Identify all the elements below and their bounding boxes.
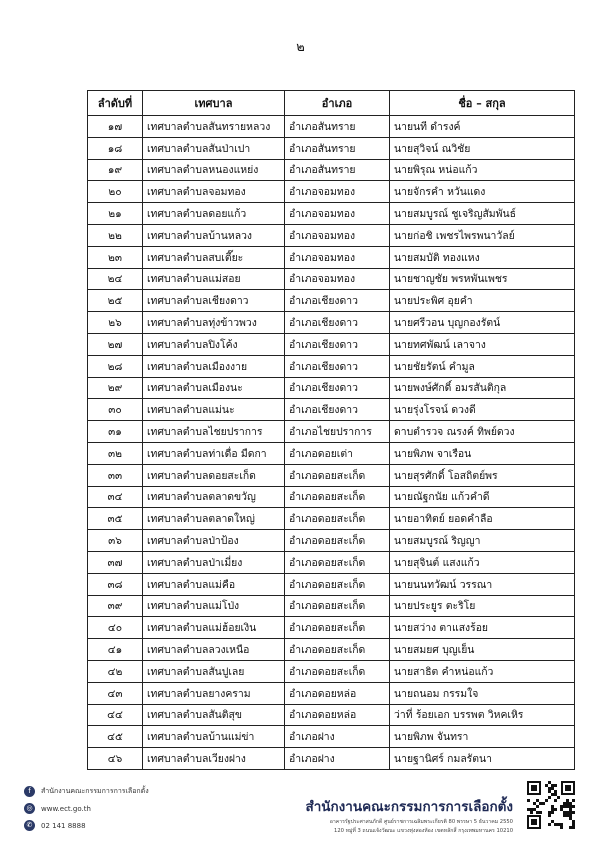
table-row bbox=[88, 726, 575, 748]
cell-municipality: เทศบาลตำบลจอมทอง bbox=[143, 181, 285, 203]
cell-district: อำเภอไชยปราการ bbox=[285, 421, 390, 443]
cell-name: นายประยูร ตะริโย bbox=[390, 595, 575, 617]
org-name: สำนักงานคณะกรรมการการเลือกตั้ง bbox=[305, 799, 513, 815]
cell-district: อำเภอสันทราย bbox=[285, 116, 390, 138]
cell-municipality: เทศบาลตำบลเมืองงาย bbox=[143, 355, 285, 377]
cell-name: นายสาธิต คำหน่อแก้ว bbox=[390, 660, 575, 682]
cell-name: นายอาทิตย์ ยอดคำลือ bbox=[390, 508, 575, 530]
cell-district: อำเภอเชียงดาว bbox=[285, 290, 390, 312]
cell-no: ๓๖ bbox=[88, 530, 143, 552]
cell-name: นายนที ดำรงค์ bbox=[390, 116, 575, 138]
cell-no: ๒๗ bbox=[88, 333, 143, 355]
cell-no: ๓๗ bbox=[88, 551, 143, 573]
cell-district: อำเภอดอยสะเก็ด bbox=[285, 573, 390, 595]
cell-name: นายพิภพ จันทรา bbox=[390, 726, 575, 748]
facebook-contact bbox=[24, 783, 149, 800]
cell-district: อำเภอดอยสะเก็ด bbox=[285, 464, 390, 486]
cell-no: ๓๐ bbox=[88, 399, 143, 421]
cell-municipality: เทศบาลตำบลดอยสะเก็ด bbox=[143, 464, 285, 486]
cell-no: ๒๘ bbox=[88, 355, 143, 377]
cell-no: ๓๘ bbox=[88, 573, 143, 595]
cell-name: นายนนทวัฒน์ วรรณา bbox=[390, 573, 575, 595]
cell-no: ๔๔ bbox=[88, 704, 143, 726]
phone-icon: ✆ bbox=[24, 820, 35, 831]
cell-name: นายสุรศักดิ์ โอสถิตย์พร bbox=[390, 464, 575, 486]
table-row bbox=[88, 312, 575, 334]
cell-municipality: เทศบาลตำบลยางคราม bbox=[143, 682, 285, 704]
cell-district: อำเภอเชียงดาว bbox=[285, 312, 390, 334]
table-row bbox=[88, 551, 575, 573]
cell-name: นายทศพัฒน์ เลาจาง bbox=[390, 333, 575, 355]
table-row bbox=[88, 486, 575, 508]
cell-no: ๔๒ bbox=[88, 660, 143, 682]
cell-municipality: เทศบาลตำบลลวงเหนือ bbox=[143, 639, 285, 661]
phone-contact bbox=[24, 817, 149, 834]
table-row bbox=[88, 246, 575, 268]
cell-municipality: เทศบาลตำบลทุ่งข้าวพวง bbox=[143, 312, 285, 334]
cell-district: อำเภอเชียงดาว bbox=[285, 377, 390, 399]
cell-municipality: เทศบาลตำบลป่าป้อง bbox=[143, 530, 285, 552]
cell-name: นายสว่าง ตาแสงร้อย bbox=[390, 617, 575, 639]
table-row bbox=[88, 573, 575, 595]
cell-municipality: เทศบาลตำบลแม่คือ bbox=[143, 573, 285, 595]
cell-district: อำเภอเชียงดาว bbox=[285, 355, 390, 377]
header-name: ชื่อ – สกุล bbox=[390, 91, 575, 116]
cell-name: นายสุจินต์ แสงแก้ว bbox=[390, 551, 575, 573]
cell-district: อำเภอฝาง bbox=[285, 748, 390, 770]
table-row bbox=[88, 137, 575, 159]
cell-district: อำเภอเชียงดาว bbox=[285, 399, 390, 421]
cell-name: นายพงษ์ศักดิ์ อมรสันติกุล bbox=[390, 377, 575, 399]
roster-table bbox=[87, 90, 575, 770]
globe-icon: ◎ bbox=[24, 803, 35, 814]
cell-district: อำเภอเชียงดาว bbox=[285, 333, 390, 355]
phone-label: 02 141 8888 bbox=[41, 821, 86, 830]
cell-name: ดาบตำรวจ ณรงค์ ทิพย์ดวง bbox=[390, 421, 575, 443]
cell-name: นายพิรุณ หน่อแก้ว bbox=[390, 159, 575, 181]
cell-no: ๔๖ bbox=[88, 748, 143, 770]
cell-municipality: เทศบาลตำบลแม่นะ bbox=[143, 399, 285, 421]
cell-name: นายพิภพ จาเรือน bbox=[390, 442, 575, 464]
table-row bbox=[88, 617, 575, 639]
cell-no: ๒๓ bbox=[88, 246, 143, 268]
cell-district: อำเภอดอยสะเก็ด bbox=[285, 617, 390, 639]
cell-name: นายสุวิจน์ ณวิชัย bbox=[390, 137, 575, 159]
cell-district: อำเภอดอยสะเก็ด bbox=[285, 660, 390, 682]
cell-municipality: เทศบาลตำบลสบเตี๊ยะ bbox=[143, 246, 285, 268]
table-row bbox=[88, 421, 575, 443]
cell-municipality: เทศบาลตำบลแม่สอย bbox=[143, 268, 285, 290]
cell-municipality: เทศบาลตำบลเชียงดาว bbox=[143, 290, 285, 312]
cell-municipality: เทศบาลตำบลสันติสุข bbox=[143, 704, 285, 726]
cell-no: ๓๔ bbox=[88, 486, 143, 508]
cell-municipality: เทศบาลตำบลแม่ฮ้อยเงิน bbox=[143, 617, 285, 639]
cell-name: นายฐานิศร์ กมลรัตนา bbox=[390, 748, 575, 770]
cell-district: อำเภอจอมทอง bbox=[285, 246, 390, 268]
facebook-icon: f bbox=[24, 786, 35, 797]
table-row bbox=[88, 508, 575, 530]
table-row bbox=[88, 268, 575, 290]
table-row bbox=[88, 399, 575, 421]
cell-no: ๒๔ bbox=[88, 268, 143, 290]
cell-name: นายประพิศ อุยคำ bbox=[390, 290, 575, 312]
cell-district: อำเภอดอยหล่อ bbox=[285, 704, 390, 726]
cell-district: อำเภอดอยสะเก็ด bbox=[285, 508, 390, 530]
cell-no: ๒๖ bbox=[88, 312, 143, 334]
cell-name: นายศรีวอน บุญกองรัตน์ bbox=[390, 312, 575, 334]
cell-municipality: เทศบาลตำบลปิงโค้ง bbox=[143, 333, 285, 355]
table-row bbox=[88, 116, 575, 138]
cell-district: อำเภอฝาง bbox=[285, 726, 390, 748]
qr-code-icon bbox=[527, 781, 575, 829]
cell-no: ๑๗ bbox=[88, 116, 143, 138]
cell-name: นายสมบูรณ์ ริญญา bbox=[390, 530, 575, 552]
cell-municipality: เทศบาลตำบลหนองแหย่ง bbox=[143, 159, 285, 181]
cell-municipality: เทศบาลตำบลเมืองนะ bbox=[143, 377, 285, 399]
cell-municipality: เทศบาลตำบลดอยแก้ว bbox=[143, 203, 285, 225]
cell-district: อำเภอจอมทอง bbox=[285, 224, 390, 246]
cell-name: นายสมบัติ ทองแหง bbox=[390, 246, 575, 268]
table-row bbox=[88, 442, 575, 464]
cell-municipality: เทศบาลตำบลป่าเมี่ยง bbox=[143, 551, 285, 573]
table-row bbox=[88, 464, 575, 486]
cell-district: อำเภอดอยสะเก็ด bbox=[285, 486, 390, 508]
website-contact bbox=[24, 800, 149, 817]
table-row bbox=[88, 682, 575, 704]
cell-name: นายสมยศ บุญเย็น bbox=[390, 639, 575, 661]
cell-no: ๑๘ bbox=[88, 137, 143, 159]
cell-name: นายณัฐกนัย แก้วคำดี bbox=[390, 486, 575, 508]
cell-no: ๒๕ bbox=[88, 290, 143, 312]
table-row bbox=[88, 224, 575, 246]
header-no: ลำดับที่ bbox=[88, 91, 143, 116]
org-address-line1: อาคารรัฐประศาสนภักดี ศูนย์ราชการเฉลิมพระเกียรติ 80 พรรษา 5 ธันวาคม 2550 bbox=[329, 819, 513, 825]
cell-district: อำเภอจอมทอง bbox=[285, 203, 390, 225]
cell-municipality: เทศบาลตำบลแม่โป่ง bbox=[143, 595, 285, 617]
cell-municipality: เทศบาลตำบลตลาดใหญ่ bbox=[143, 508, 285, 530]
cell-no: ๒๒ bbox=[88, 224, 143, 246]
cell-name: นายก่อชิ เพชรไพรพนาวัลย์ bbox=[390, 224, 575, 246]
org-address-line2: 120 หมู่ที่ 3 ถนนแจ้งวัฒนะ แขวงทุ่งสองห้อง เขตหลักสี่ กรุงเทพมหานคร 10210 bbox=[334, 828, 513, 834]
table-row bbox=[88, 660, 575, 682]
cell-no: ๔๕ bbox=[88, 726, 143, 748]
cell-municipality: เทศบาลตำบลตลาดขวัญ bbox=[143, 486, 285, 508]
table-row bbox=[88, 159, 575, 181]
cell-district: อำเภอดอยสะเก็ด bbox=[285, 595, 390, 617]
cell-no: ๓๒ bbox=[88, 442, 143, 464]
header-municipality: เทศบาล bbox=[143, 91, 285, 116]
table-row bbox=[88, 639, 575, 661]
cell-no: ๓๙ bbox=[88, 595, 143, 617]
cell-name: นายสมบูรณ์ ชูเจริญสัมพันธ์ bbox=[390, 203, 575, 225]
footer bbox=[0, 775, 601, 850]
table-row bbox=[88, 377, 575, 399]
table-row bbox=[88, 595, 575, 617]
cell-no: ๔๐ bbox=[88, 617, 143, 639]
cell-district: อำเภอดอยสะเก็ด bbox=[285, 639, 390, 661]
cell-district: อำเภอดอยหล่อ bbox=[285, 682, 390, 704]
cell-name: นายรุ่งโรจน์ ดวงดี bbox=[390, 399, 575, 421]
cell-no: ๔๑ bbox=[88, 639, 143, 661]
cell-district: อำเภอสันทราย bbox=[285, 159, 390, 181]
table-row bbox=[88, 355, 575, 377]
cell-no: ๔๓ bbox=[88, 682, 143, 704]
cell-no: ๒๙ bbox=[88, 377, 143, 399]
cell-no: ๓๓ bbox=[88, 464, 143, 486]
table-row bbox=[88, 181, 575, 203]
cell-name: นายจักรคำ หวันแดง bbox=[390, 181, 575, 203]
table-row bbox=[88, 530, 575, 552]
cell-district: อำเภอดอยสะเก็ด bbox=[285, 530, 390, 552]
table-row bbox=[88, 290, 575, 312]
cell-no: ๓๕ bbox=[88, 508, 143, 530]
cell-no: ๓๑ bbox=[88, 421, 143, 443]
table-row bbox=[88, 333, 575, 355]
cell-municipality: เทศบาลตำบลสันทรายหลวง bbox=[143, 116, 285, 138]
cell-name: นายชัยรัตน์ คำมูล bbox=[390, 355, 575, 377]
cell-district: อำเภอดอยเต่า bbox=[285, 442, 390, 464]
cell-no: ๒๑ bbox=[88, 203, 143, 225]
table-row bbox=[88, 748, 575, 770]
table-row bbox=[88, 704, 575, 726]
table-header-row bbox=[88, 91, 575, 116]
cell-municipality: เทศบาลตำบลบ้านแม่ข่า bbox=[143, 726, 285, 748]
cell-district: อำเภอดอยสะเก็ด bbox=[285, 551, 390, 573]
cell-district: อำเภอจอมทอง bbox=[285, 268, 390, 290]
cell-district: อำเภอจอมทอง bbox=[285, 181, 390, 203]
cell-municipality: เทศบาลตำบลท่าเดื่อ มืดกา bbox=[143, 442, 285, 464]
cell-municipality: เทศบาลตำบลสันปูเลย bbox=[143, 660, 285, 682]
cell-municipality: เทศบาลตำบลไชยปราการ bbox=[143, 421, 285, 443]
header-district: อำเภอ bbox=[285, 91, 390, 116]
footer-contacts bbox=[24, 783, 149, 834]
cell-name: นายถนอม กรรมใจ bbox=[390, 682, 575, 704]
cell-municipality: เทศบาลตำบลสันป่าเปา bbox=[143, 137, 285, 159]
facebook-label: สำนักงานคณะกรรมการการเลือกตั้ง bbox=[41, 787, 149, 795]
cell-district: อำเภอสันทราย bbox=[285, 137, 390, 159]
website-label: www.ect.go.th bbox=[41, 804, 91, 813]
footer-org bbox=[305, 795, 513, 835]
table-row bbox=[88, 203, 575, 225]
cell-name: นายชาญชัย พรหพันเพชร bbox=[390, 268, 575, 290]
cell-no: ๒๐ bbox=[88, 181, 143, 203]
cell-municipality: เทศบาลตำบลบ้านหลวง bbox=[143, 224, 285, 246]
cell-municipality: เทศบาลตำบลเวียงฝาง bbox=[143, 748, 285, 770]
cell-name: ว่าที่ ร้อยเอก บรรพต วิหคเหิร bbox=[390, 704, 575, 726]
cell-no: ๑๙ bbox=[88, 159, 143, 181]
page-number: ๒ bbox=[296, 40, 305, 55]
